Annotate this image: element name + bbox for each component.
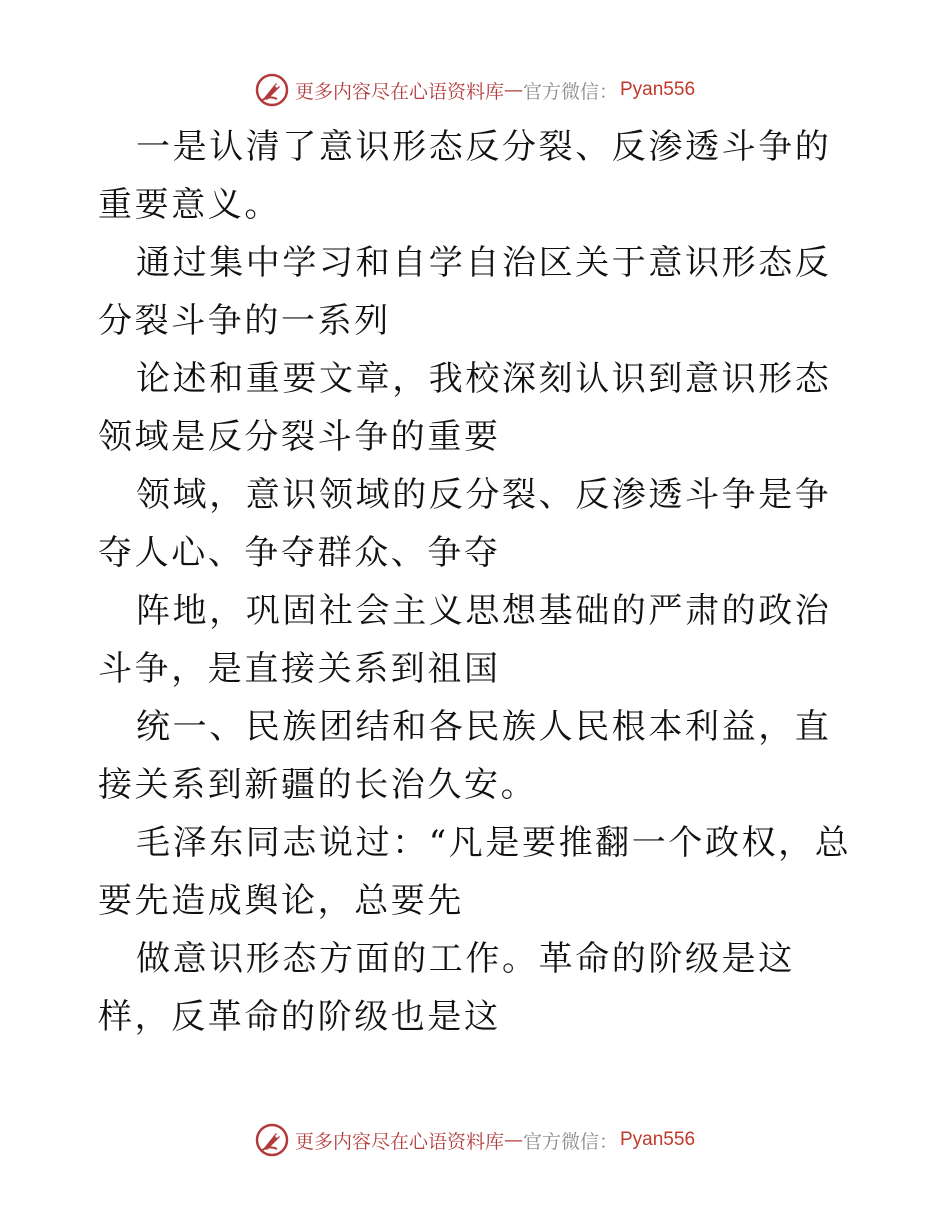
paragraph-3: 论述和重要文章，我校深刻认识到意识形态领域是反分裂斗争的重要 — [98, 359, 832, 457]
wechat-id: Pyan556 — [620, 79, 696, 100]
paragraph-1: 一是认清了意识形态反分裂、反渗透斗争的重要意义。 — [98, 127, 832, 225]
banner-text: 更多内容尽在心语资料库 — [294, 1130, 504, 1153]
paragraph-6: 统一、民族团结和各民族人民根本利益，直接关系到新疆的长治久安。 — [98, 707, 832, 805]
wechat-label: 官方微信： — [522, 1130, 618, 1153]
body-text — [98, 118, 858, 1046]
paragraph-2: 通过集中学习和自学自治区关于意识形态反分裂斗争的一系列 — [98, 243, 832, 341]
pen-nib-icon — [255, 1123, 289, 1157]
header-banner — [0, 70, 950, 110]
banner-separator: — — [503, 79, 523, 101]
pen-nib-icon — [255, 73, 289, 107]
footer-banner — [0, 1120, 950, 1160]
wechat-label: 官方微信： — [522, 80, 618, 103]
banner-text: 更多内容尽在心语资料库 — [294, 80, 504, 103]
paragraph-8: 做意识形态方面的工作。革命的阶级是这样，反革命的阶级也是这 — [98, 939, 795, 1037]
banner-separator: — — [503, 1129, 523, 1151]
paragraph-7: 毛泽东同志说过：“凡是要推翻一个政权，总要先造成舆论，总要先 — [98, 823, 852, 921]
paragraph-5: 阵地，巩固社会主义思想基础的严肃的政治斗争，是直接关系到祖国 — [98, 591, 832, 689]
wechat-id: Pyan556 — [620, 1129, 696, 1150]
paragraph-4: 领域，意识领域的反分裂、反渗透斗争是争夺人心、争夺群众、争夺 — [98, 475, 832, 573]
